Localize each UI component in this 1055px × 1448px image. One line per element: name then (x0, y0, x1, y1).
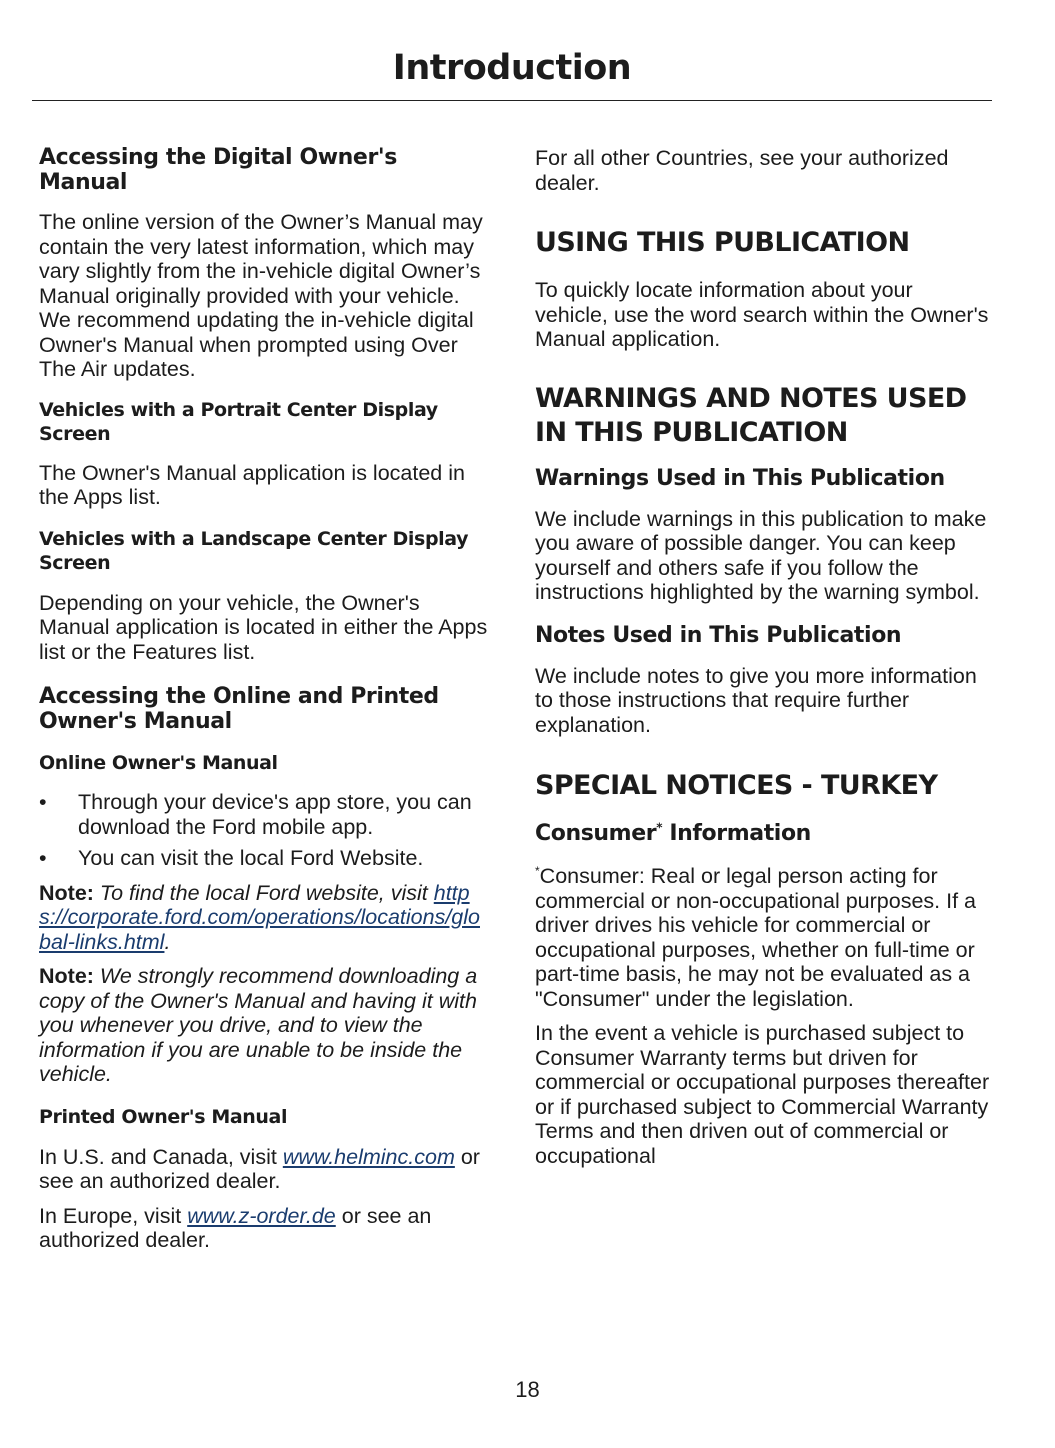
warnings-used-paragraph: We include warnings in this publication to make you aware of possible danger. You can keep yourself and others safe if you follow the instructions highlighted by the warning symbol. (535, 506, 987, 604)
consumer-information-heading (535, 821, 990, 846)
online-manual-heading: Online Owner's Manual (39, 752, 278, 774)
using-publication-paragraph: To quickly locate information about your vehicle, use the word search within the Owner's Manual application. (535, 278, 989, 351)
list-item (39, 846, 491, 871)
bullet-marker: • (39, 846, 47, 870)
note-text: To find the local Ford website, visit (99, 880, 428, 905)
portrait-display-heading: Vehicles with a Portrait Center Display Screen (39, 398, 438, 445)
asterisk-marker: * (535, 863, 540, 878)
consumer-definition-paragraph (535, 864, 990, 1011)
portrait-display-paragraph: The Owner's Manual application is located in the Apps list. (39, 460, 465, 509)
warnings-used-heading: Warnings Used in This Publication (535, 465, 945, 491)
online-options-list (39, 790, 491, 871)
section-heading-digital-manual: Accessing the Digital Owner's Manual (39, 145, 397, 195)
notes-used-heading: Notes Used in This Publication (535, 622, 902, 648)
section-heading-warnings-notes: WARNINGS AND NOTES USED IN THIS PUBLICATION (535, 382, 967, 448)
left-column (39, 145, 491, 1253)
digital-manual-paragraph: The online version of the Owner’s Manual may contain the very latest information, which may vary slightly from the in-vehicle digital Owner’s Manual originally provided with your vehicle. We recommend updating the in-vehicle digital Owner's Manual when prompted using Over The Air updates. (39, 210, 483, 381)
europe-text-end: or see an authorized dealer. (39, 1203, 432, 1252)
note-label: Note: (39, 880, 94, 905)
z-order-link[interactable]: www.z-order.de (187, 1203, 336, 1228)
page-number: 18 (515, 1377, 540, 1402)
warranty-event-paragraph: In the event a vehicle is purchased subject to Consumer Warranty terms but driven for commercial or occupational purposes thereafter or if purchased subject to Commercial Warranty Terms and then driven out of commercial or occupational (535, 1021, 990, 1168)
helminc-link[interactable]: www.helminc.com (282, 1144, 455, 1169)
section-heading-using-publication: USING THIS PUBLICATION (535, 227, 910, 258)
information-word: Information (662, 821, 811, 846)
other-countries-paragraph: For all other Countries, see your authorized dealer. (535, 146, 949, 195)
note-text: We strongly recommend downloading a copy of the Owner's Manual and having it with you whenever you drive, and to view the information if you are unable to be inside the vehicle. (39, 964, 478, 1086)
note-end-period: . (164, 929, 171, 954)
consumer-word: Consumer (535, 821, 657, 846)
bullet-marker: • (39, 790, 47, 814)
us-canada-text: In U.S. and Canada, visit (39, 1144, 277, 1169)
us-canada-text-end: or see an authorized dealer. (39, 1144, 480, 1193)
list-item-text: Through your device's app store, you can download the Ford mobile app. (78, 790, 472, 839)
notes-used-paragraph: We include notes to give you more information to those instructions that require further explanation. (535, 663, 977, 737)
global-links-link[interactable]: https://corporate.ford.com/operations/locations/global-links.html (39, 880, 480, 954)
landscape-display-paragraph: Depending on your vehicle, the Owner's Manual application is located in either the Apps list or the Features list. (39, 590, 488, 664)
list-item-text: You can visit the local Ford Website. (78, 846, 424, 870)
note-find-website (39, 881, 491, 955)
us-canada-paragraph (39, 1145, 491, 1194)
section-heading-turkey: SPECIAL NOTICES - TURKEY (535, 770, 938, 801)
asterisk-marker: * (656, 820, 663, 835)
section-heading-online-printed: Accessing the Online and Printed Owner's Manual (39, 684, 439, 734)
europe-text: In Europe, visit (39, 1203, 182, 1228)
list-item (39, 790, 491, 839)
printed-manual-heading: Printed Owner's Manual (39, 1105, 288, 1128)
consumer-definition-text: Consumer: Real or legal person acting for commercial or non-occupational purposes. If a driver drives his vehicle for commercial or occupational purposes, whether on full-time or part-time basis, he may not be evaluated as a "Consumer" under the legislation. (535, 864, 976, 1011)
page-title: Introduction (392, 48, 632, 88)
note-download-copy (39, 964, 491, 1087)
right-column (535, 146, 990, 1168)
page-header (32, 40, 992, 101)
note-label: Note: (39, 964, 94, 988)
landscape-display-heading: Vehicles with a Landscape Center Display Screen (39, 527, 469, 574)
europe-paragraph (39, 1204, 491, 1253)
